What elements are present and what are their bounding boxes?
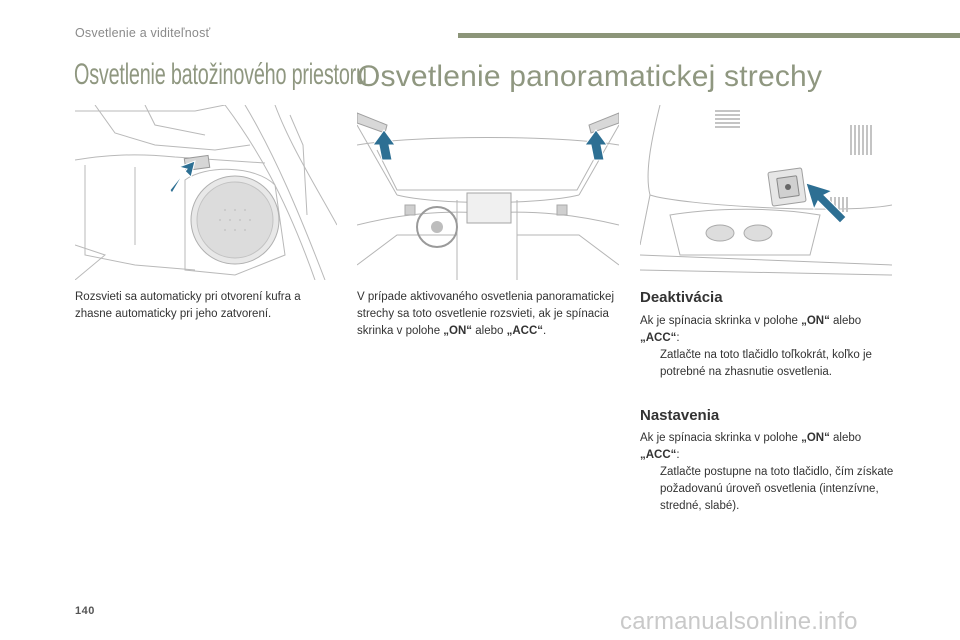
intro-acc-label: „ACC“ <box>506 325 543 337</box>
trunk-lighting-text: Rozsvieti sa automaticky pri otvorení kufra a zhasne automaticky pri jeho zatvorení. <box>75 291 301 320</box>
settings-bullet <box>640 464 895 515</box>
deactivation-acc-label: „ACC“ <box>640 332 677 344</box>
intro-end-text: . <box>543 325 547 337</box>
settings-lead-text: Ak je spínacia skrinka v polohe <box>640 432 802 444</box>
deactivation-heading: Deaktivácia <box>640 289 723 306</box>
deactivation-bullet-text: Zatlačte na toto tlačidlo toľkokrát, koľko je potrebné na zhasnutie osvetlenia. <box>660 349 872 378</box>
settings-block <box>640 430 895 515</box>
settings-heading: Nastavenia <box>640 407 720 424</box>
deactivation-colon: : <box>676 332 680 344</box>
settings-or-text: alebo <box>829 432 862 444</box>
deactivation-block <box>640 313 895 381</box>
panoramic-intro-text: V prípade aktivovaného osvetlenia panoramatickej strechy sa toto osvetlenie rozsvieti, ak je spínacia skrinka v polohe <box>357 291 614 337</box>
settings-on-label: „ON“ <box>801 432 830 444</box>
trunk-illustration <box>75 105 337 280</box>
settings-colon: : <box>676 449 680 461</box>
deactivation-or-text: alebo <box>829 315 862 327</box>
settings-lead <box>640 430 895 464</box>
bullet-mark-icon <box>640 464 660 515</box>
cabin-illustration <box>357 105 619 280</box>
deactivation-lead-text: Ak je spínacia skrinka v polohe <box>640 315 802 327</box>
intro-on-label: „ON“ <box>443 325 473 337</box>
settings-acc-label: „ACC“ <box>640 449 677 461</box>
page-number: 140 <box>75 605 95 617</box>
trunk-lighting-description <box>75 289 337 323</box>
deactivation-bullet <box>640 347 895 381</box>
section-header: Osvetlenie a viditeľnosť <box>75 26 211 40</box>
deactivation-lead <box>640 313 895 347</box>
roof-console-illustration <box>640 105 892 280</box>
watermark-text: carmanualsonline.info <box>620 608 858 635</box>
deactivation-on-label: „ON“ <box>801 315 830 327</box>
header-divider-bar <box>458 33 960 38</box>
bullet-mark-icon <box>640 347 660 381</box>
title-panoramic-roof-lighting: Osvetlenie panoramatickej strechy <box>357 60 823 93</box>
settings-bullet-text: Zatlačte postupne na toto tlačidlo, čím získate požadovanú úroveň osvetlenia (intenzívne, stredné, slabé). <box>660 466 894 512</box>
panoramic-intro-paragraph <box>357 289 619 340</box>
intro-or-text: alebo <box>472 325 507 337</box>
title-trunk-lighting: Osvetlenie batožinového priestoru <box>74 58 367 91</box>
